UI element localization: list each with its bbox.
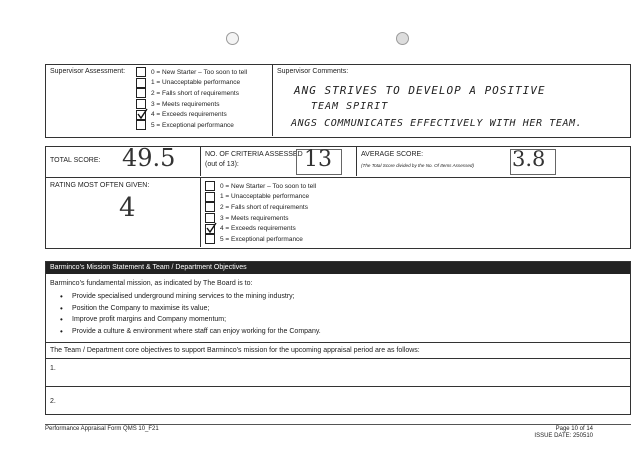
- punch-hole-left: [226, 32, 239, 45]
- rating-divider: [200, 177, 201, 247]
- assessment-divider: [272, 64, 273, 136]
- list-item: • Provide a culture & environment where staff can enjoy working for the Company.: [56, 328, 321, 340]
- list-item: • Improve profit margins and Company momentum;: [56, 316, 321, 328]
- rating-option[interactable]: 2 = Falls short of requirements: [205, 202, 316, 213]
- rating-option[interactable]: 3 = Meets requirements: [205, 213, 316, 224]
- checkbox[interactable]: [205, 192, 215, 202]
- rating-options: [205, 181, 316, 245]
- assessment-option[interactable]: 1 = Unacceptable performance: [136, 78, 247, 89]
- criteria-assessed-value: 13: [304, 147, 332, 172]
- checkbox[interactable]: [136, 120, 146, 130]
- assessment-option[interactable]: 3 = Meets requirements: [136, 99, 247, 110]
- rating-option[interactable]: 5 = Exceptional performance: [205, 234, 316, 245]
- list-item: • Position the Company to maximise its value;: [56, 305, 321, 317]
- criteria-assessed-label: NO. OF CRITERIA ASSESSED: [205, 151, 303, 158]
- checkbox[interactable]: [205, 234, 215, 244]
- handwritten-comment-line-1: ANG STRIVES TO DEVELOP A POSITIVE: [294, 84, 546, 97]
- handwritten-comment-line-2: TEAM SPIRIT: [311, 101, 389, 112]
- mission-header: [46, 262, 630, 274]
- rating-option[interactable]: 1 = Unacceptable performance: [205, 192, 316, 203]
- check-mark-icon: [205, 222, 217, 234]
- footer-page-number: Page 10 of 14: [555, 426, 593, 432]
- supervisor-comments-label: Supervisor Comments:: [277, 68, 349, 75]
- footer-rule: [45, 424, 631, 425]
- checkbox[interactable]: [205, 181, 215, 191]
- rating-value: 4: [119, 193, 136, 223]
- average-score-note: (The Total Score divided by the No. Of Items Assessed): [361, 163, 475, 168]
- supervisor-assessment-options: [136, 67, 247, 131]
- supervisor-assessment-label: Supervisor Assessment:: [50, 68, 126, 75]
- rating-option[interactable]: 0 = New Starter – Too soon to tell: [205, 181, 316, 192]
- footer-form-name: Performance Appraisal Form QMS 10_F21: [45, 426, 159, 432]
- mission-bullet-list: [56, 293, 321, 339]
- punch-hole-right: [396, 32, 409, 45]
- criteria-assessed-sub: (out of 13):: [205, 161, 239, 168]
- assessment-option[interactable]: 0 = New Starter – Too soon to tell: [136, 67, 247, 78]
- average-score-value: 3.8: [512, 147, 546, 171]
- checkbox[interactable]: [205, 202, 215, 212]
- scores-divider-2: [356, 146, 357, 176]
- mission-divider-3: [45, 386, 631, 387]
- check-mark-icon: [136, 108, 148, 120]
- handwritten-comment-line-3: ANGS COMMUNICATES EFFECTIVELY WITH HER TEAM.: [291, 118, 583, 129]
- footer-issue-date: ISSUE DATE: 250510: [534, 433, 593, 439]
- average-score-label: AVERAGE SCORE:: [361, 151, 424, 158]
- checkbox-checked[interactable]: [136, 110, 146, 120]
- mission-divider-1: [45, 342, 631, 343]
- checkbox-checked[interactable]: [205, 224, 215, 234]
- checkbox[interactable]: [136, 88, 146, 98]
- mission-header-text: Barminco’s Mission Statement & Team / Department Objectives: [50, 263, 247, 271]
- checkbox[interactable]: [136, 78, 146, 88]
- checkbox[interactable]: [136, 67, 146, 77]
- total-score-label: TOTAL SCORE:: [50, 157, 101, 164]
- mission-intro: Barminco’s fundamental mission, as indicated by The Board is to:: [50, 280, 253, 287]
- objective-item-2[interactable]: 2.: [50, 398, 56, 405]
- scores-divider-1: [200, 146, 201, 176]
- assessment-option[interactable]: 2 = Falls short of requirements: [136, 88, 247, 99]
- rating-label: RATING MOST OFTEN GIVEN:: [50, 182, 150, 189]
- mission-divider-2: [45, 358, 631, 359]
- objectives-text: The Team / Department core objectives to support Barminco’s mission for the upcoming appraisal period are as follows:: [50, 347, 420, 354]
- rating-option[interactable]: 4 = Exceeds requirements: [205, 223, 316, 234]
- objective-item-1[interactable]: 1.: [50, 365, 56, 372]
- list-item: • Provide specialised underground mining services to the mining industry;: [56, 293, 321, 305]
- assessment-option[interactable]: 5 = Exceptional performance: [136, 120, 247, 131]
- total-score-value: 49.5: [122, 144, 176, 172]
- assessment-option[interactable]: 4 = Exceeds requirements: [136, 109, 247, 120]
